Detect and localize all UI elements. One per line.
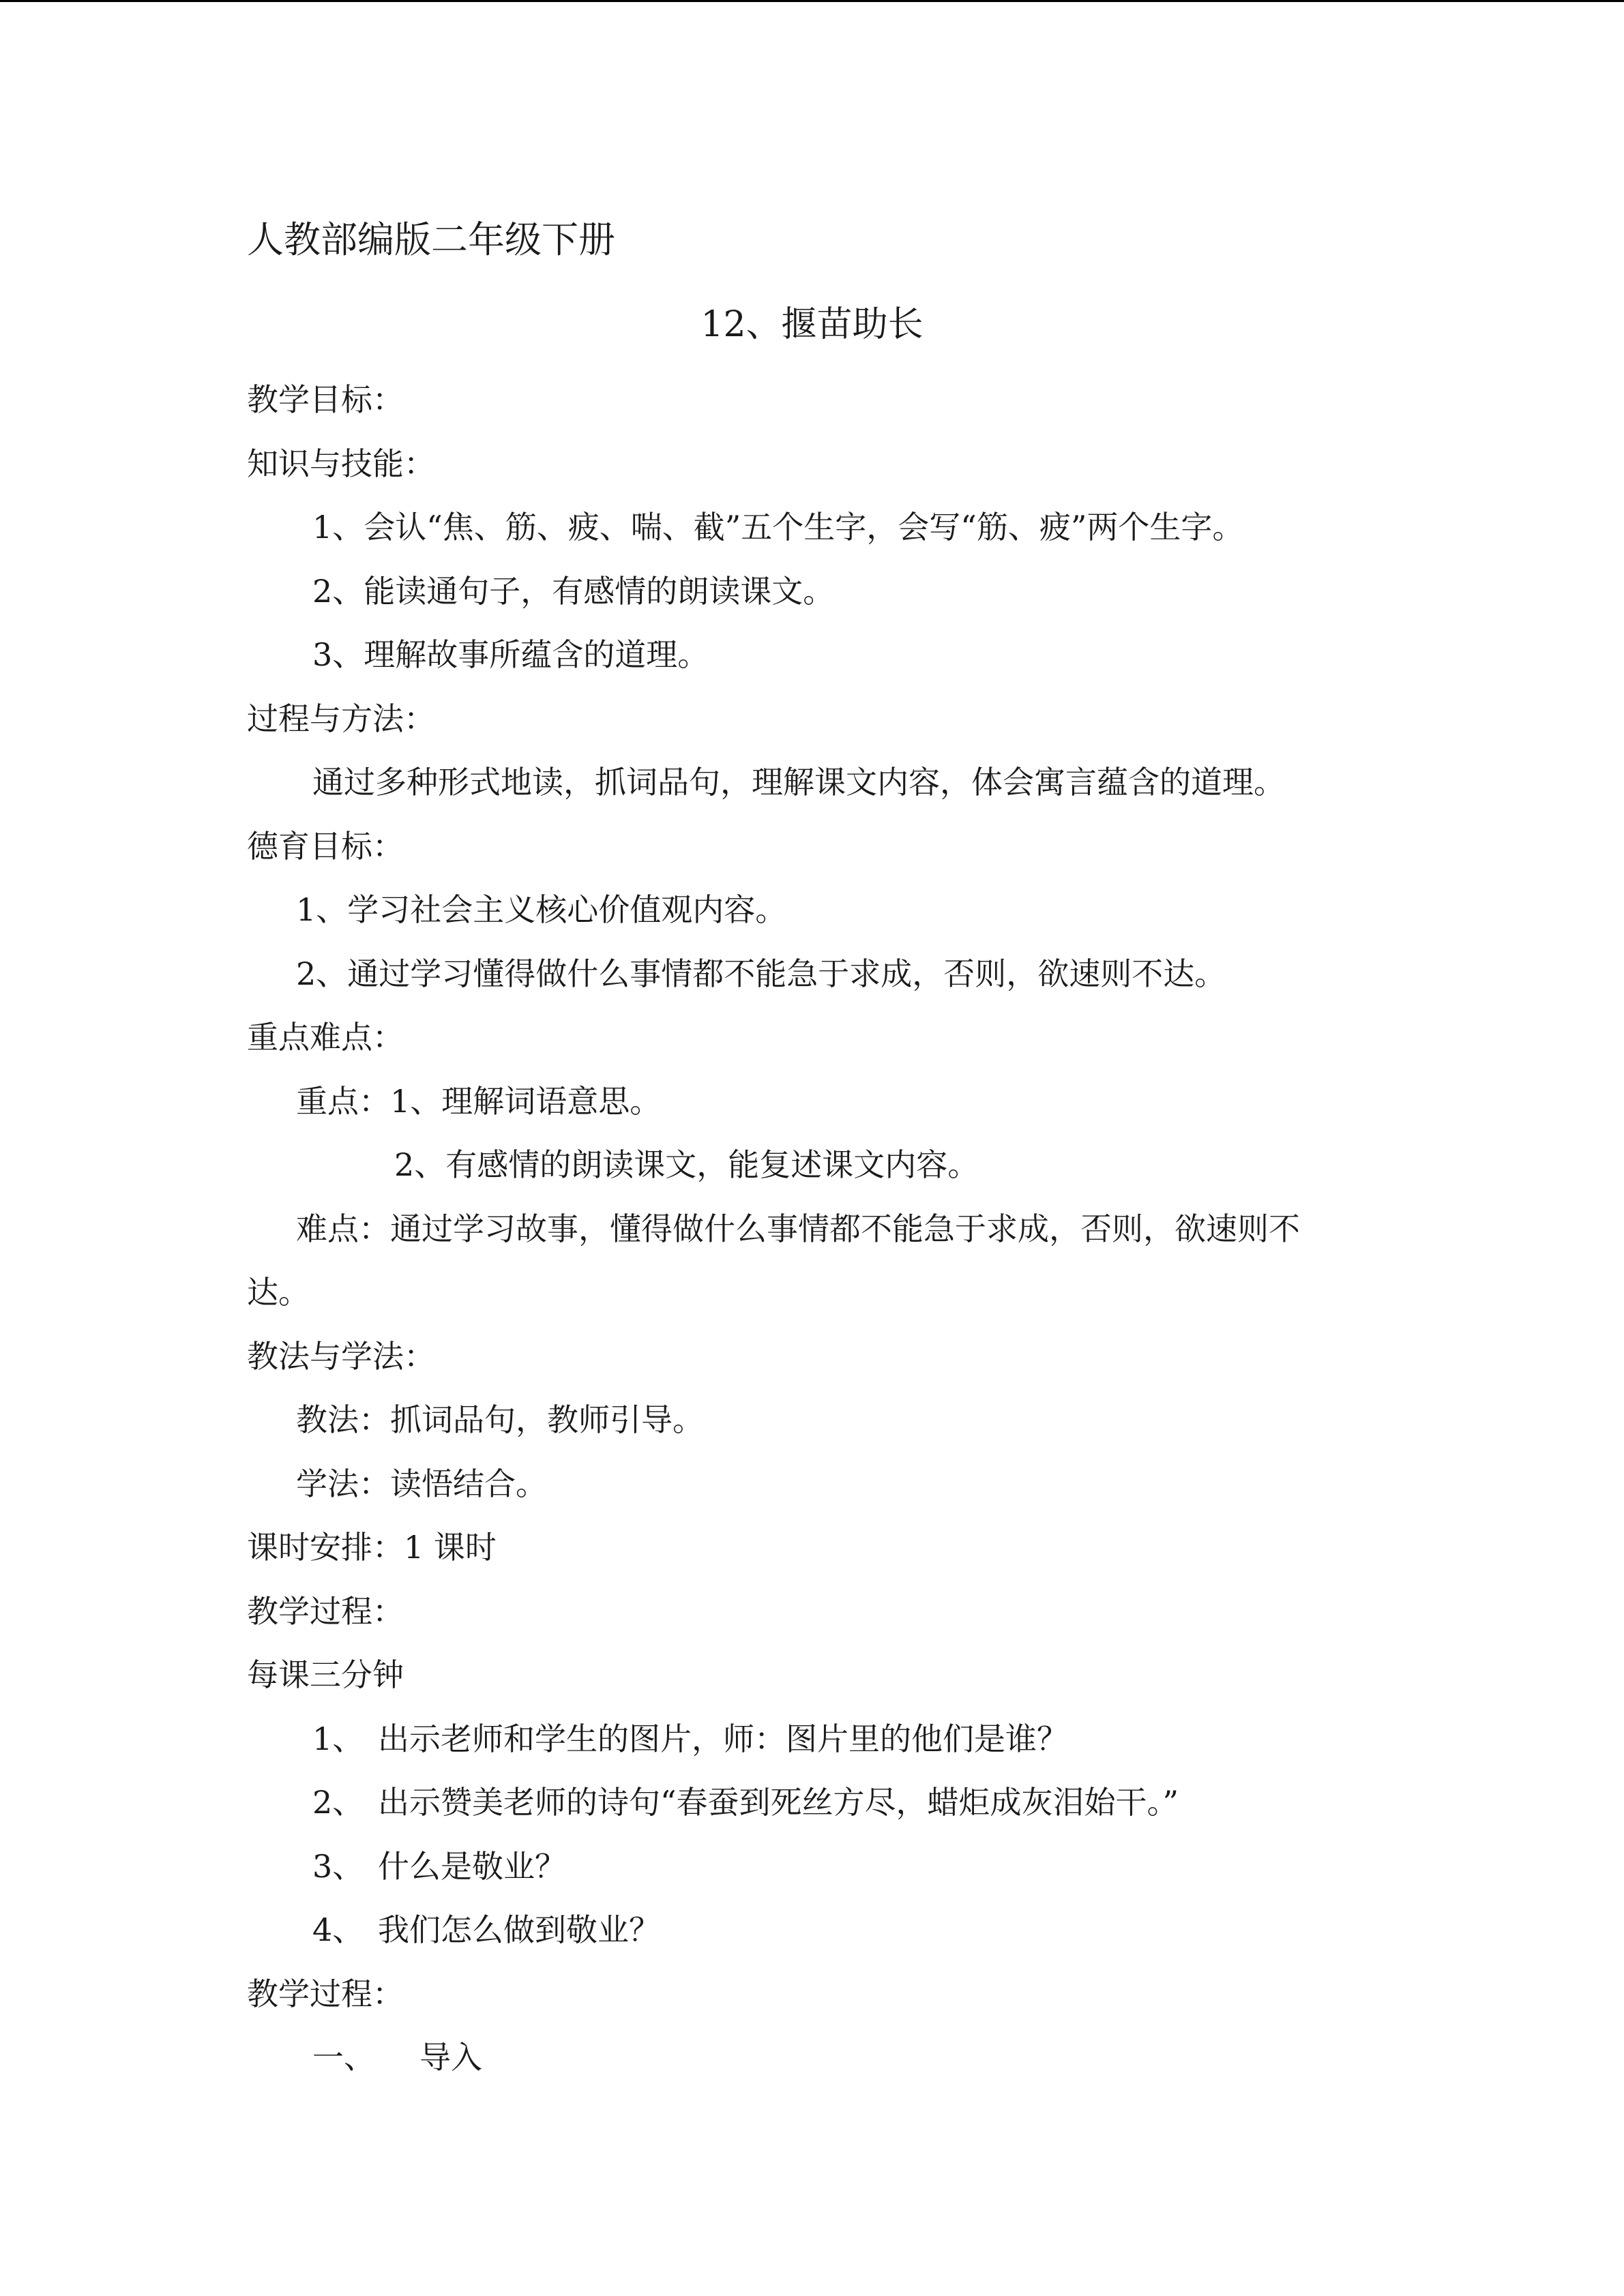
key-points-heading: 重点难点： <box>247 1019 404 1056</box>
knowledge-item-2: 2、能读通句子，有感情的朗读课文。 <box>312 573 835 610</box>
teaching-process-heading-2: 教学过程： <box>247 1976 404 2012</box>
three-minutes-item-2 <box>312 1782 1179 1823</box>
section-text: 导入 <box>419 2039 482 2076</box>
list-number: 4、 <box>312 1911 364 1948</box>
moral-item-1: 1、学习社会主义核心价值观内容。 <box>296 891 787 928</box>
moral-heading: 德育目标： <box>247 828 404 865</box>
methods-heading: 教法与学法： <box>247 1338 435 1375</box>
three-minutes-item-3 <box>312 1846 566 1887</box>
document-header: 人教部编版二年级下册 <box>247 218 615 261</box>
list-number: 1、 <box>312 1720 364 1757</box>
process-method-text: 通过多种形式地读，抓词品句，理解课文内容，体会寓言蕴含的道理。 <box>312 764 1285 801</box>
three-minutes-item-1 <box>312 1718 1068 1759</box>
list-number: 2、 <box>312 1784 364 1821</box>
section-number: 一、 <box>312 2039 375 2076</box>
three-minutes-heading: 每课三分钟 <box>247 1656 404 1693</box>
knowledge-item-1: 1、会认“焦、筋、疲、喘、截”五个生字，会写“筋、疲”两个生字。 <box>312 509 1244 546</box>
list-number: 3、 <box>312 1848 364 1885</box>
key-point-1: 重点：1、理解词语意思。 <box>296 1083 662 1120</box>
section-one <box>312 2037 482 2078</box>
objectives-heading: 教学目标： <box>247 381 404 418</box>
key-point-2: 2、有感情的朗读课文，能复述课文内容。 <box>394 1146 979 1183</box>
difficulty-line-1: 难点：通过学习故事，懂得做什么事情都不能急于求成，否则，欲速则不 <box>296 1210 1300 1247</box>
list-text: 出示赞美老师的诗句“春蚕到死丝方尽，蜡炬成灰泪始干。” <box>378 1784 1179 1821</box>
difficulty-line-2: 达。 <box>247 1274 310 1311</box>
list-text: 什么是敬业？ <box>378 1848 566 1885</box>
schedule-line: 课时安排：1 课时 <box>247 1529 497 1566</box>
teaching-process-heading-1: 教学过程： <box>247 1593 404 1630</box>
process-method-heading: 过程与方法： <box>247 700 435 737</box>
knowledge-heading: 知识与技能： <box>247 445 435 482</box>
list-text: 出示老师和学生的图片，师：图片里的他们是谁？ <box>378 1720 1068 1757</box>
document-title: 12、揠苗助长 <box>700 304 924 345</box>
list-text: 我们怎么做到敬业？ <box>378 1911 660 1948</box>
teaching-method: 教法：抓词品句，教师引导。 <box>296 1401 704 1438</box>
three-minutes-item-4 <box>312 1909 660 1950</box>
knowledge-item-3: 3、理解故事所蕴含的道理。 <box>312 636 709 673</box>
learning-method: 学法：读悟结合。 <box>296 1465 547 1502</box>
moral-item-2: 2、通过学习懂得做什么事情都不能急于求成，否则，欲速则不达。 <box>296 955 1226 992</box>
